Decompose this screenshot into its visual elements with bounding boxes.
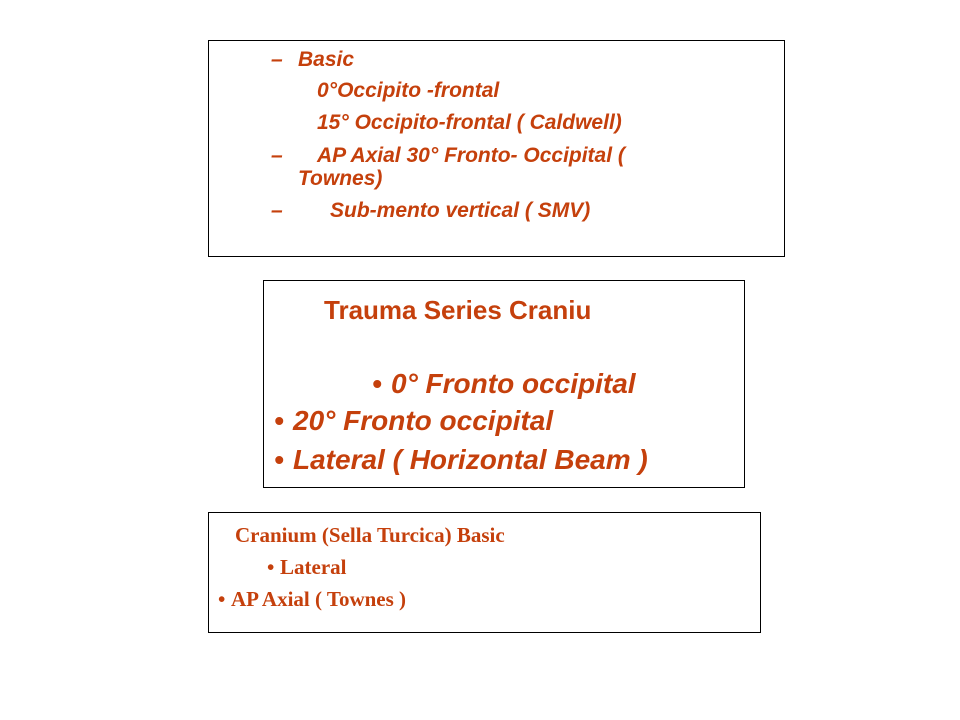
trauma-item-20-fronto-occipital: 20° Fronto occipital: [293, 405, 554, 436]
basic-item-smv: Sub-mento vertical ( SMV): [330, 199, 591, 222]
bullet-marker: •: [274, 405, 284, 436]
sella-item-ap-axial-townes: AP Axial ( Townes ): [231, 587, 407, 611]
trauma-title: Trauma Series Craniu: [324, 295, 592, 325]
bullet-marker: •: [372, 368, 382, 399]
bullet-marker: •: [267, 555, 275, 579]
sella-turcica-box: [208, 512, 761, 633]
basic-item-caldwell: 15° Occipito-frontal ( Caldwell): [317, 111, 622, 134]
trauma-item-lateral-horizontal-beam: Lateral ( Horizontal Beam ): [293, 444, 648, 475]
sella-item-lateral: Lateral: [280, 555, 347, 579]
bullet-marker: •: [274, 444, 284, 475]
basic-heading: Basic: [298, 48, 355, 71]
basic-item-ap-axial-cont: Townes): [298, 167, 383, 190]
basic-projections-box: [208, 40, 785, 257]
dash-marker: –: [271, 144, 283, 167]
sella-title: Cranium (Sella Turcica) Basic: [235, 523, 505, 547]
basic-item-occipito-frontal-0: 0°Occipito -frontal: [317, 79, 500, 102]
dash-marker: –: [271, 48, 283, 71]
trauma-item-0-fronto-occipital: 0° Fronto occipital: [391, 368, 636, 399]
dash-marker: –: [271, 199, 283, 222]
bullet-marker: •: [218, 587, 226, 611]
basic-item-ap-axial: AP Axial 30° Fronto- Occipital (: [317, 144, 625, 167]
trauma-series-box: [263, 280, 745, 488]
